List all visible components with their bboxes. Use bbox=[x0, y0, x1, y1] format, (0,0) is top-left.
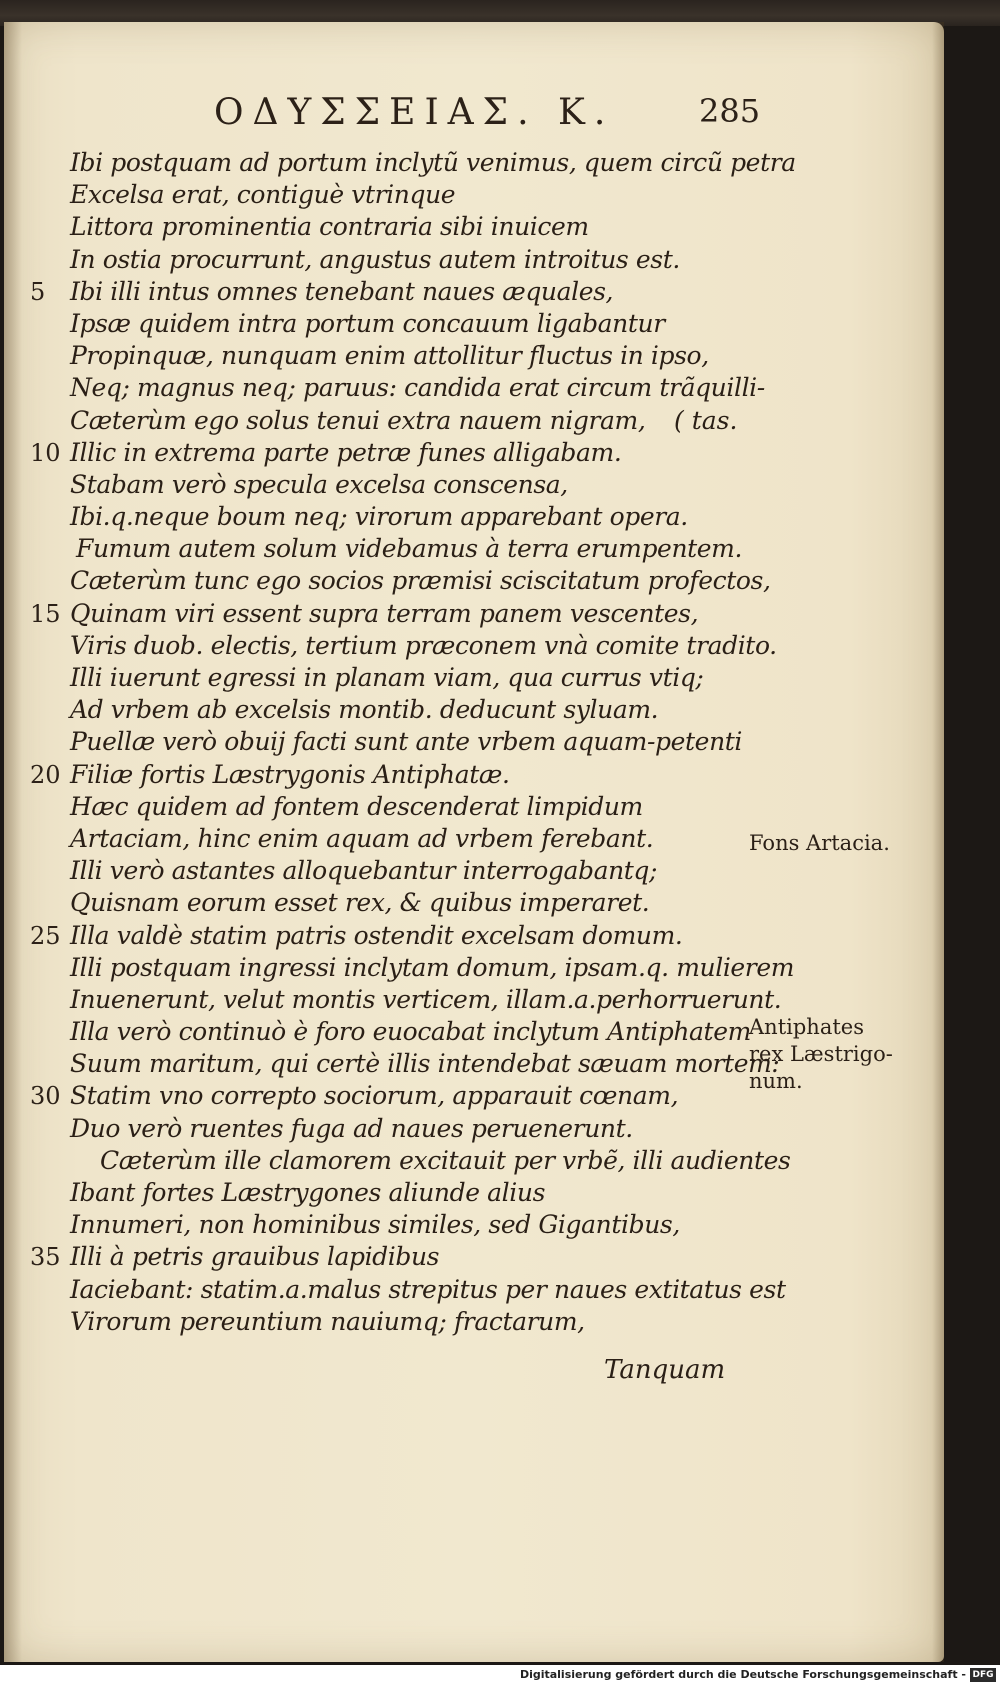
catchword: Tanquam bbox=[604, 1355, 726, 1385]
verse-text: Ipsæ quidem intra portum concauum ligabantur bbox=[70, 308, 665, 338]
verse-line bbox=[4, 887, 944, 919]
verse-line bbox=[4, 565, 944, 597]
verse-line bbox=[4, 630, 944, 662]
verse-line bbox=[4, 437, 944, 469]
verse-text: Illi à petris grauibus lapidibus bbox=[70, 1242, 440, 1272]
verse-text: Propinquæ, nunquam enim attollitur fluctus in ipso, bbox=[70, 341, 709, 371]
verse-line bbox=[4, 694, 944, 726]
verse-text: Excelsa erat, contiguè vtrinque bbox=[70, 180, 456, 210]
verse-text: Cæterùm ego solus tenui extra nauem nigram, bbox=[70, 405, 646, 435]
verse-text: Cæterùm tunc ego socios præmisi sciscitatum profectos, bbox=[70, 566, 771, 596]
verse-text: Innumeri, non hominibus similes, sed Gigantibus, bbox=[70, 1210, 680, 1240]
verse-line bbox=[4, 533, 944, 565]
verse-text: Ad vrbem ab excelsis montib. deducunt syluam. bbox=[70, 695, 659, 725]
verse-text: Quisnam eorum esset rex, & quibus imperaret. bbox=[70, 888, 650, 918]
verse-text: Filiæ fortis Læstrygonis Antiphatæ. bbox=[70, 759, 510, 789]
marginal-note-line: num. bbox=[749, 1069, 803, 1093]
verse-line bbox=[4, 469, 944, 501]
verse-line bbox=[4, 984, 944, 1016]
verse-text: Ibi postquam ad portum inclytũ venimus, quem circũ petra bbox=[70, 148, 796, 177]
verse-line bbox=[4, 1113, 944, 1145]
verse-block bbox=[4, 147, 944, 1338]
verse-line bbox=[4, 1209, 944, 1241]
verse-line bbox=[4, 372, 944, 404]
verse-line bbox=[4, 952, 944, 984]
verse-text: Stabam verò specula excelsa conscensa, bbox=[70, 469, 568, 499]
verse-line bbox=[4, 147, 944, 179]
verse-line bbox=[4, 920, 944, 952]
verse-text: Virorum pereuntium nauiumq; fractarum, bbox=[70, 1306, 585, 1336]
verse-line bbox=[4, 179, 944, 211]
verse-text: Illic in extrema parte petræ funes alligabam. bbox=[70, 437, 622, 467]
verse-line bbox=[4, 501, 944, 533]
verse-number: 35 bbox=[30, 1243, 61, 1272]
verse-line bbox=[4, 1145, 944, 1177]
verse-text: Neq; magnus neq; paruus: candida erat circum trãquilli- bbox=[70, 373, 765, 403]
verse-text: Illa verò continuò è foro euocabat inclytum Antiphatem bbox=[70, 1017, 751, 1047]
verse-text: Cæterùm ille clamorem excitauit per vrbẽ, illi audientes bbox=[100, 1145, 791, 1175]
verse-text: Statim vno correpto sociorum, apparauit cœnam, bbox=[70, 1081, 679, 1111]
verse-number: 25 bbox=[30, 921, 61, 950]
verse-line bbox=[4, 726, 944, 758]
verse-line bbox=[4, 662, 944, 694]
marginal-note-line: Antiphates bbox=[749, 1015, 864, 1039]
verse-line bbox=[4, 1177, 944, 1209]
dfg-logo-icon: DFG bbox=[970, 1668, 996, 1682]
verse-line bbox=[4, 1241, 944, 1273]
verse-text: Illa valdè statim patris ostendit excelsam domum. bbox=[70, 920, 683, 950]
verse-text: Inuenerunt, velut montis verticem, illam.a.perhorruerunt. bbox=[70, 984, 782, 1014]
verse-line bbox=[4, 405, 944, 437]
verse-line bbox=[4, 211, 944, 243]
verse-turnover: ( tas. bbox=[674, 405, 738, 435]
page-header bbox=[4, 92, 944, 142]
verse-text: Illi iuerunt egressi in planam viam, qua currus vtiq; bbox=[70, 663, 704, 692]
verse-number: 10 bbox=[30, 438, 61, 467]
verse-number: 20 bbox=[30, 760, 61, 789]
book-page bbox=[4, 22, 944, 1662]
verse-line bbox=[4, 1306, 944, 1338]
verse-line bbox=[4, 855, 944, 887]
verse-text: Illi postquam ingressi inclytam domum, ipsam.q. mulierem bbox=[70, 952, 795, 982]
verse-text: Artaciam, hinc enim aquam ad vrbem ferebant. bbox=[70, 823, 654, 853]
verse-text: Viris duob. electis, tertium præconem vnà comite tradito. bbox=[70, 630, 777, 660]
verse-text: Hæc quidem ad fontem descenderat limpidum bbox=[70, 791, 643, 821]
verse-line bbox=[4, 791, 944, 823]
verse-line bbox=[4, 598, 944, 630]
verse-line bbox=[4, 340, 944, 372]
verse-line bbox=[4, 244, 944, 276]
marginal-note-line: Fons Artacia. bbox=[749, 831, 890, 855]
verse-text: In ostia procurrunt, angustus autem introitus est. bbox=[70, 244, 680, 274]
verse-number: 15 bbox=[30, 599, 61, 628]
page-number: 285 bbox=[699, 92, 761, 130]
marginal-note-antiphates bbox=[749, 1014, 893, 1095]
marginal-note-fons-artacia bbox=[749, 830, 890, 857]
verse-text: Duo verò ruentes fuga ad naues peruenerunt. bbox=[70, 1113, 633, 1143]
running-title: ΟΔΥΣΣΕΙΑΣ. Κ. bbox=[214, 92, 615, 133]
verse-text: Fumum autem solum videbamus à terra erumpentem. bbox=[76, 534, 743, 564]
verse-text: Suum maritum, qui certè illis intendebat sæuam mortem: bbox=[70, 1049, 780, 1079]
footer-bar bbox=[0, 1665, 1000, 1687]
verse-text: Illi verò astantes alloquebantur interrogabantq; bbox=[70, 856, 658, 886]
verse-number: 30 bbox=[30, 1082, 61, 1111]
verse-text: Quinam viri essent supra terram panem vescentes, bbox=[70, 598, 699, 628]
verse-line bbox=[4, 1274, 944, 1306]
verse-text: Puellæ verò obuij facti sunt ante vrbem aquam-petenti bbox=[70, 727, 743, 757]
verse-text: Littora prominentia contraria sibi inuicem bbox=[70, 212, 589, 242]
verse-text: Ibant fortes Læstrygones aliunde alius bbox=[70, 1178, 545, 1207]
verse-text: Ibi illi intus omnes tenebant naues æquales, bbox=[70, 276, 614, 306]
verse-line bbox=[4, 308, 944, 340]
marginal-note-line: rex Læstrigo- bbox=[749, 1042, 893, 1066]
verse-text: Iaciebant: statim.a.malus strepitus per naues extitatus est bbox=[70, 1274, 786, 1304]
verse-line bbox=[4, 759, 944, 791]
verse-number: 5 bbox=[30, 277, 46, 306]
funding-credit: Digitalisierung gefördert durch die Deutsche Forschungsgemeinschaft - bbox=[519, 1668, 966, 1681]
verse-text: Ibi.q.neque boum neq; virorum apparebant opera. bbox=[70, 502, 688, 532]
verse-line bbox=[4, 276, 944, 308]
